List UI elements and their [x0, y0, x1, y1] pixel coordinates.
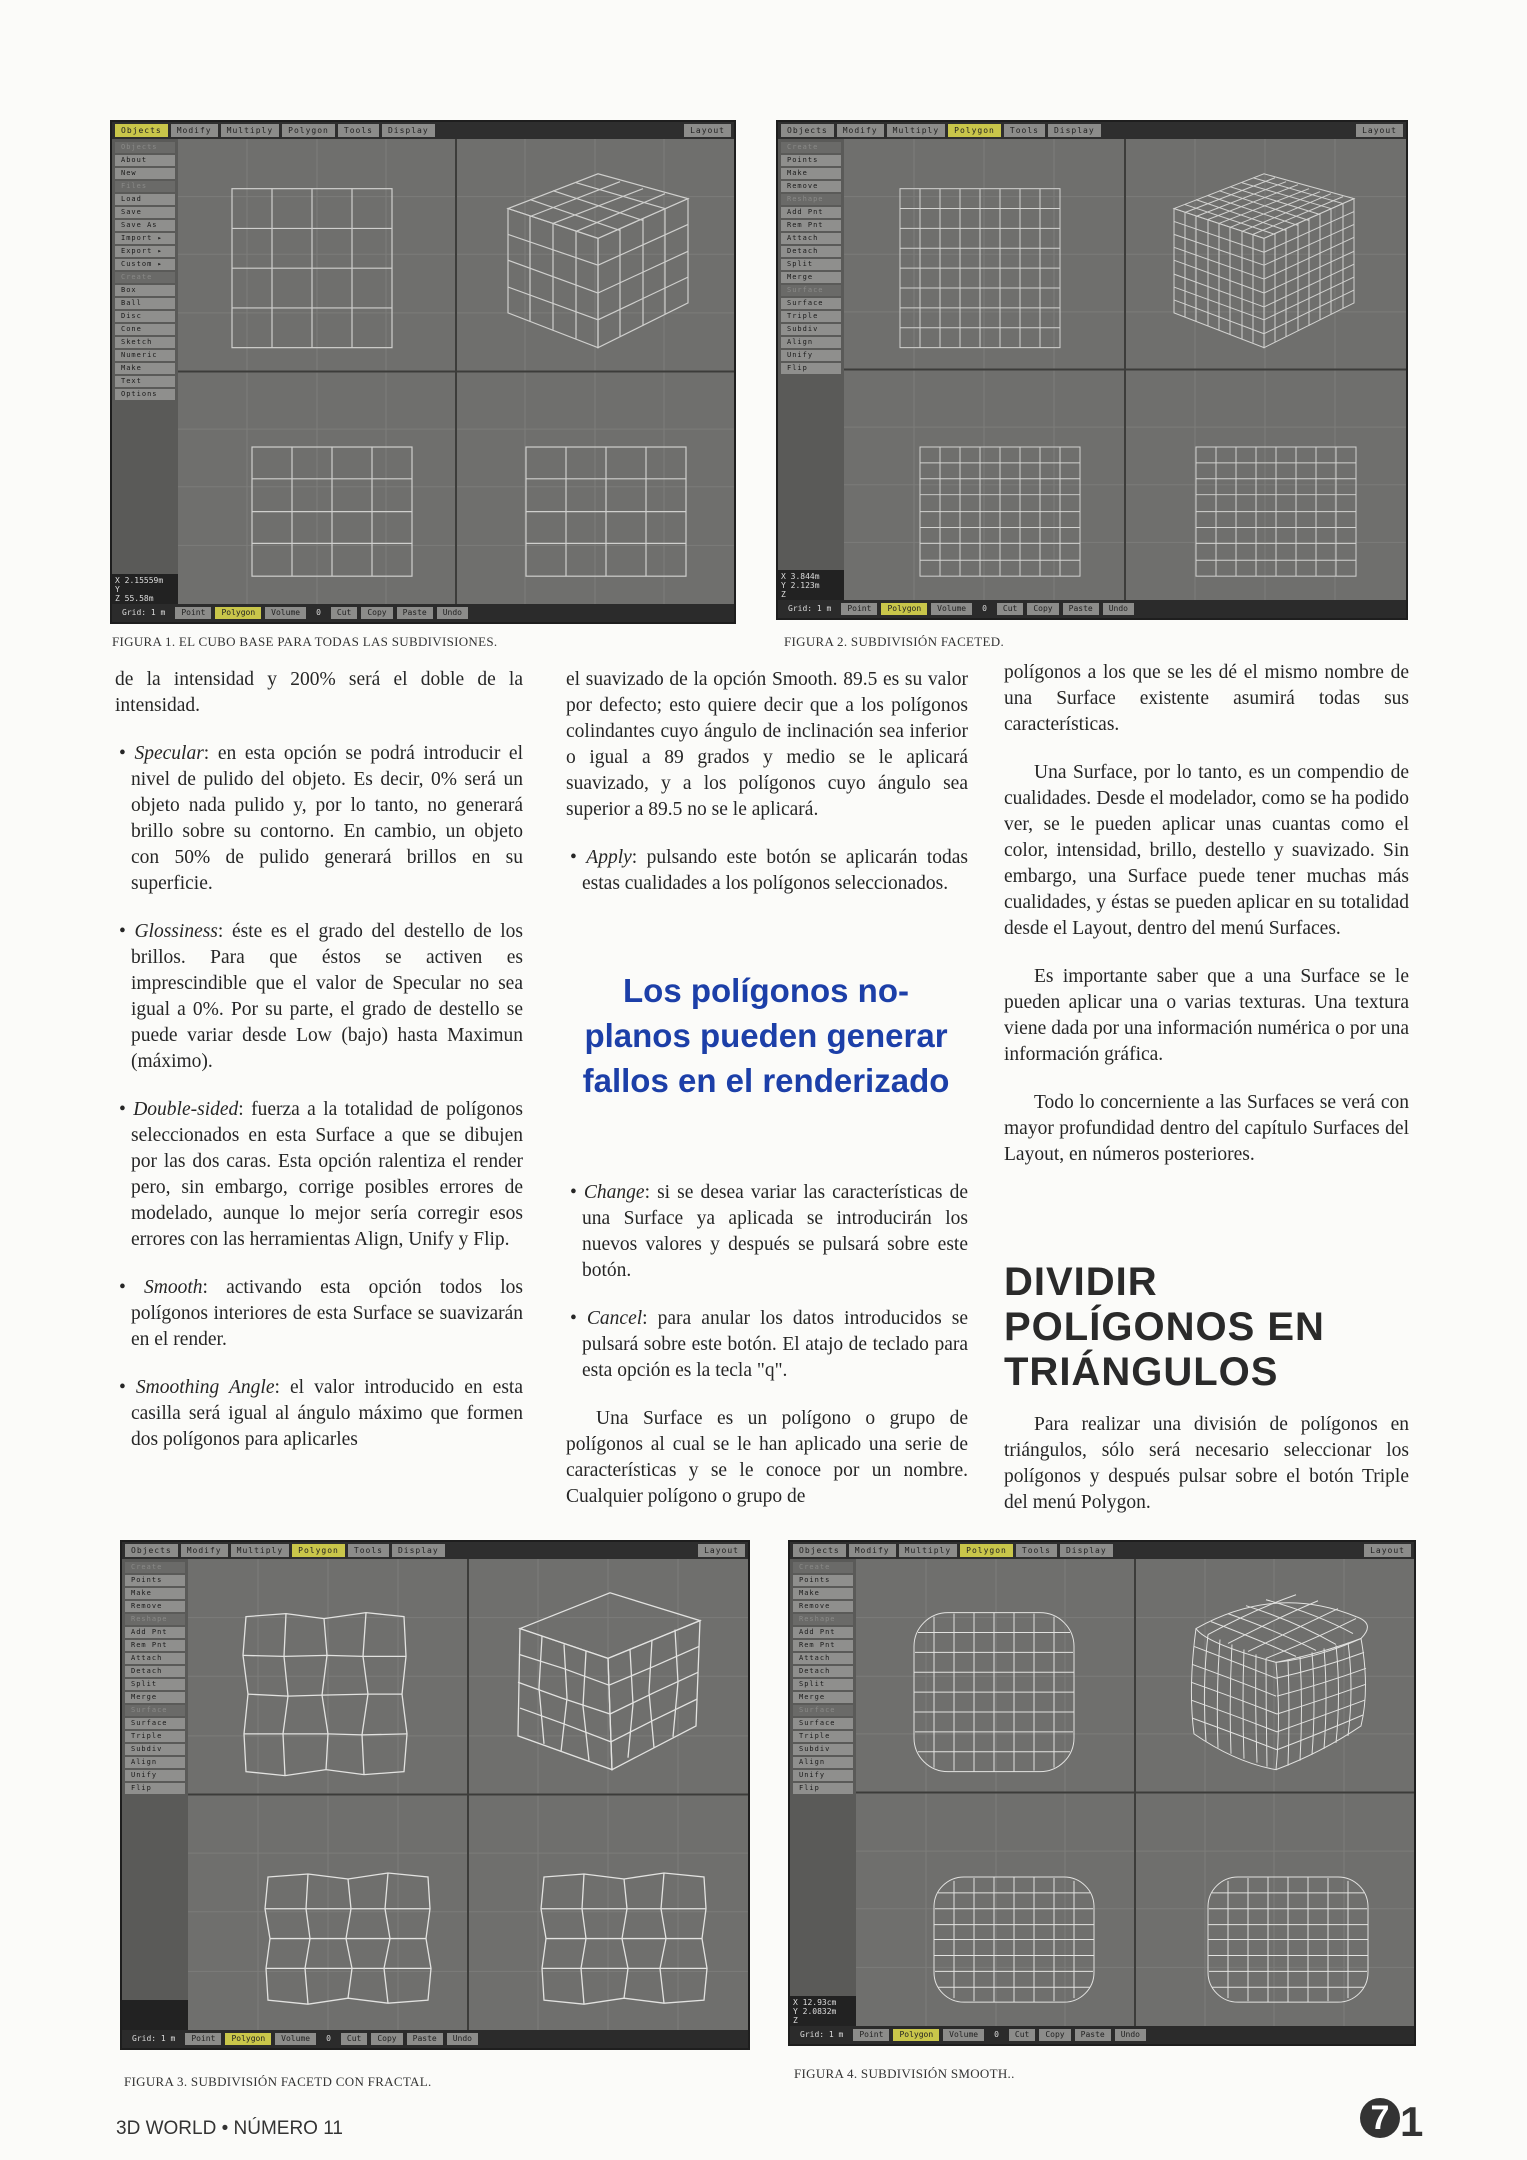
menu-modify[interactable]: Modify — [837, 124, 884, 137]
menu-bar — [112, 122, 734, 139]
polygon-mode-button[interactable]: Polygon — [215, 607, 261, 619]
term: Cancel — [586, 1308, 643, 1329]
menu-objects[interactable]: Objects — [125, 1544, 178, 1557]
viewport-grid-svg — [188, 1559, 748, 2030]
coordinate-readout — [778, 570, 844, 600]
side-button[interactable]: Load — [115, 194, 175, 205]
magazine-footer: 3D WORLD • NÚMERO 11 — [116, 2118, 343, 2139]
volume-mode-button[interactable]: Volume — [943, 2029, 984, 2041]
text-column-3 — [1004, 660, 1409, 1190]
figure-1-caption: FIGURA 1. EL CUBO BASE PARA TODAS LAS SUBDIVISIONES. — [112, 634, 498, 649]
side-button[interactable]: Add Pnt — [125, 1627, 185, 1638]
menu-modify[interactable]: Modify — [849, 1544, 896, 1557]
side-button[interactable]: Detach — [781, 246, 841, 257]
point-mode-button[interactable]: Point — [185, 2033, 221, 2045]
coord-x: X 3.844m — [781, 572, 820, 581]
volume-mode-button[interactable]: Volume — [265, 607, 306, 619]
menu-polygon[interactable]: Polygon — [948, 124, 1001, 137]
selection-count: 0 — [316, 608, 321, 617]
point-mode-button[interactable]: Point — [175, 607, 211, 619]
text-column-3-lower — [1004, 1412, 1409, 1538]
bullet-smooth: • Smooth: activando esta opción todos los polígonos interiores de esta Surface se suavizarán en el render. — [119, 1277, 524, 1350]
side-button[interactable]: Detach — [793, 1666, 853, 1677]
paragraph: polígonos a los que se les dé el mismo nombre de una Surface existente asumirá todas sus características. — [1004, 662, 1409, 735]
side-button[interactable]: Split — [793, 1679, 853, 1690]
menu-display[interactable]: Display — [382, 124, 435, 137]
figure-3-screenshot — [120, 1540, 750, 2050]
coord-y: Y — [115, 585, 120, 594]
text-column-1 — [115, 667, 523, 1475]
menu-multiply[interactable]: Multiply — [221, 124, 280, 137]
side-header: Reshape — [781, 194, 841, 205]
bullet-cancel: • Cancel: para anular los datos introducidos se pulsará sobre este botón. El atajo de teclado para esta opción es la tecla "q". — [570, 1308, 968, 1381]
bullet-text: : fuerza a la totalidad de polígonos seleccionados en esta Surface a que se dibujen por las dos caras. Esta opción ralentiza el render pero, sin embargo, corrige posibles errores de modelado, aunque lo mejor sería corregir esos errores con las herramientas Align, Unify y Flip. — [131, 1099, 523, 1250]
bullet-smoothing-angle: • Smoothing Angle: el valor introducido en esta casilla será igual al ángulo máximo que formen dos polígonos para aplicarles — [119, 1377, 523, 1450]
side-button[interactable]: Surface — [125, 1718, 185, 1729]
figure-3-caption: FIGURA 3. SUBDIVISIÓN FACETD CON FRACTAL. — [124, 2074, 432, 2089]
menu-modify[interactable]: Modify — [181, 1544, 228, 1557]
side-header: Surface — [781, 285, 841, 296]
term: Change — [583, 1182, 645, 1203]
menu-objects[interactable]: Objects — [781, 124, 834, 137]
coord-x: X 2.15559m — [115, 576, 164, 585]
menu-bar — [790, 1542, 1414, 1559]
term: Smooth — [144, 1277, 203, 1298]
bullet-text: : si se desea variar las características de una Surface ya aplicada se introducirán los nuevos valores y después se pulsará sobre este botón. — [582, 1182, 968, 1281]
side-button[interactable]: Unify — [781, 350, 841, 361]
bullet-double-sided: • Double-sided: fuerza a la totalidad de polígonos seleccionados en esta Surface a que se dibujen por las dos caras. Esta opción ralentiza el render pero, sin embargo, corrige posibles errores de modelado, aunque lo mejor sería corregir esos errores con las herramientas Align, Unify y Flip. — [119, 1099, 523, 1250]
side-button[interactable]: Cone — [115, 324, 175, 335]
side-button[interactable]: Rem Pnt — [125, 1640, 185, 1651]
text-column-2-lower — [566, 1180, 968, 1532]
paragraph: Para realizar una división de polígonos en triángulos, sólo será necesario seleccionar los polígonos y después pulsar sobre el botón Triple del menú Polygon. — [1004, 1414, 1409, 1513]
side-button[interactable]: Save As — [115, 220, 175, 231]
side-button[interactable]: Ball — [115, 298, 175, 309]
side-button[interactable]: Merge — [125, 1692, 185, 1703]
menu-multiply[interactable]: Multiply — [887, 124, 946, 137]
figure-2-caption: FIGURA 2. SUBDIVISIÓN FACETED. — [784, 634, 1005, 649]
menu-bar — [778, 122, 1406, 139]
selection-count: 0 — [994, 2030, 999, 2039]
side-button[interactable]: Sketch — [115, 337, 175, 348]
side-button[interactable]: Unify — [793, 1770, 853, 1781]
side-button[interactable]: Triple — [793, 1731, 853, 1742]
side-button[interactable]: Align — [781, 337, 841, 348]
term: Double-sided — [133, 1099, 239, 1120]
side-button[interactable]: Numeric — [115, 350, 175, 361]
paragraph: Todo lo concerniente a las Surfaces se verá con mayor profundidad dentro del capítulo Surfaces del Layout, en números posteriores. — [1004, 1092, 1409, 1165]
side-button[interactable]: Detach — [125, 1666, 185, 1677]
bullet-text: : el valor introducido en esta casilla será igual al ángulo máximo que formen dos polígonos para aplicarles — [131, 1377, 523, 1450]
volume-mode-button[interactable]: Volume — [931, 603, 972, 615]
menu-objects[interactable]: Objects — [793, 1544, 846, 1557]
coordinate-readout — [112, 574, 178, 604]
side-header: Create — [115, 272, 175, 283]
side-button[interactable]: Merge — [781, 272, 841, 283]
side-button[interactable]: Add Pnt — [793, 1627, 853, 1638]
point-mode-button[interactable]: Point — [841, 603, 877, 615]
bullet-text: : pulsando este botón se aplicarán todas estas cualidades a los polígonos seleccionados. — [582, 847, 968, 894]
paste-button[interactable]: Paste — [1063, 603, 1099, 615]
side-header: Create — [125, 1562, 185, 1573]
point-mode-button[interactable]: Point — [853, 2029, 889, 2041]
menu-multiply[interactable]: Multiply — [231, 1544, 290, 1557]
side-button[interactable]: Rem Pnt — [781, 220, 841, 231]
side-button[interactable]: Make — [781, 168, 841, 179]
bullet-apply: • Apply: pulsando este botón se aplicarán todas estas cualidades a los polígonos seleccionados. — [570, 847, 968, 894]
menu-tools[interactable]: Tools — [1004, 124, 1045, 137]
menu-tools[interactable]: Tools — [338, 124, 379, 137]
side-button[interactable]: Triple — [781, 311, 841, 322]
grid-size: Grid: 1 m — [122, 608, 166, 617]
side-button[interactable]: Align — [125, 1757, 185, 1768]
paragraph: Es importante saber que a una Surface se le pueden aplicar una o varias texturas. Una textura viene dada por una información numérica o por una información gráfica. — [1004, 966, 1409, 1065]
copy-button[interactable]: Copy — [371, 2033, 402, 2045]
side-button[interactable]: Make — [125, 1588, 185, 1599]
paragraph: Una Surface, por lo tanto, es un compendio de cualidades. Desde el modelador, como se ha podido ver, se le pueden aplicar unas cuantas como el color, intensidad, brillo, destello y suavizado. Sin embargo, una Surface puede tener muchas más cualidades, y éstas se pueden aplicar en su totalidad desde el Layout, dentro del menú Surfaces. — [1004, 762, 1409, 939]
side-button[interactable]: Save — [115, 207, 175, 218]
side-header: Create — [793, 1562, 853, 1573]
undo-button[interactable]: Undo — [447, 2033, 478, 2045]
side-button[interactable]: Disc — [115, 311, 175, 322]
side-button[interactable]: Triple — [125, 1731, 185, 1742]
side-button[interactable]: Add Pnt — [781, 207, 841, 218]
polygon-mode-button[interactable]: Polygon — [225, 2033, 271, 2045]
page-number-digit: 1 — [1400, 2098, 1424, 2145]
side-button[interactable]: Make — [793, 1588, 853, 1599]
side-header: Files — [115, 181, 175, 192]
side-button[interactable]: Flip — [793, 1783, 853, 1794]
selection-count: 0 — [326, 2034, 331, 2043]
cut-button[interactable]: Cut — [331, 607, 357, 619]
coordinate-readout — [790, 1996, 856, 2026]
coord-z: Z 55.58m — [115, 594, 154, 603]
side-header: Reshape — [793, 1614, 853, 1625]
term: Glossiness — [134, 921, 218, 942]
side-button[interactable]: About — [115, 155, 175, 166]
side-header: Reshape — [125, 1614, 185, 1625]
side-button[interactable]: Align — [793, 1757, 853, 1768]
side-button[interactable]: Rem Pnt — [793, 1640, 853, 1651]
bullet-text: : éste es el grado del destello de los brillos. Para que éstos se activen es imprescindible que el valor de Specular no sea igual a 0%. Por su parte, el grado de destello se puede variar desde Low (bajo) hasta Maximun (máximo). — [131, 921, 524, 1072]
figure-4-caption: FIGURA 4. SUBDIVISIÓN SMOOTH.. — [794, 2066, 1015, 2081]
bullet-specular: • Specular: en esta opción se podrá introducir el nivel de pulido del objeto. Es decir, 0% será un objeto nada pulido y, por lo tanto, no generará brillo sobre su contorno. En cambio, un objeto con 50% de pulido generará brillos en su superficie. — [119, 743, 524, 894]
status-bar — [112, 604, 734, 622]
side-button[interactable]: Text — [115, 376, 175, 387]
menu-layout[interactable]: Layout — [698, 1544, 745, 1557]
side-header: Surface — [125, 1705, 185, 1716]
section-heading: DIVIDIR POLÍGONOS EN TRIÁNGULOS — [1004, 1260, 1325, 1394]
tool-sidebar — [790, 1559, 856, 2026]
figure-1-screenshot — [110, 120, 736, 624]
menu-display[interactable]: Display — [1060, 1544, 1113, 1557]
menu-objects[interactable]: Objects — [115, 124, 168, 137]
viewport-grid-svg — [856, 1559, 1414, 2026]
side-button[interactable]: Points — [125, 1575, 185, 1586]
side-button[interactable]: Unify — [125, 1770, 185, 1781]
side-button[interactable]: Remove — [793, 1601, 853, 1612]
tool-sidebar — [112, 139, 178, 604]
bullet-glossiness: • Glossiness: éste es el grado del destello de los brillos. Para que éstos se activen es imprescindible que el valor de Specular no sea igual a 0%. Por su parte, el grado de destello se puede variar desde Low (bajo) hasta Maximun (máximo). — [119, 921, 524, 1072]
menu-display[interactable]: Display — [1048, 124, 1101, 137]
side-header: Create — [781, 142, 841, 153]
side-button[interactable]: Surface — [781, 298, 841, 309]
menu-tools[interactable]: Tools — [348, 1544, 389, 1557]
undo-button[interactable]: Undo — [437, 607, 468, 619]
paste-button[interactable]: Paste — [407, 2033, 443, 2045]
side-button[interactable]: Make — [115, 363, 175, 374]
copy-button[interactable]: Copy — [1027, 603, 1058, 615]
paragraph: Una Surface es un polígono o grupo de polígonos al cual se le han aplicado una serie de características y se le conoce por un nombre. Cualquier polígono o grupo de — [566, 1408, 968, 1507]
page-number — [1360, 2098, 1423, 2146]
viewports[interactable] — [178, 139, 734, 604]
bullet-change: • Change: si se desea variar las características de una Surface ya aplicada se introducirán los nuevos valores y después se pulsará sobre este botón. — [570, 1182, 968, 1281]
bullet-text: : activando esta opción todos los polígonos interiores de esta Surface se suavizarán en el render. — [131, 1277, 524, 1350]
polygon-mode-button[interactable]: Polygon — [881, 603, 927, 615]
figure-4-screenshot — [788, 1540, 1416, 2046]
cut-button[interactable]: Cut — [997, 603, 1023, 615]
menu-polygon[interactable]: Polygon — [282, 124, 335, 137]
tool-sidebar — [778, 139, 844, 600]
coord-x: X 12.93cm — [793, 1998, 837, 2007]
selection-count: 0 — [982, 604, 987, 613]
polygon-mode-button[interactable]: Polygon — [893, 2029, 939, 2041]
side-button[interactable]: Subdiv — [781, 324, 841, 335]
side-button[interactable]: Import ▸ — [115, 233, 175, 244]
side-button[interactable]: Attach — [793, 1653, 853, 1664]
menu-polygon[interactable]: Polygon — [960, 1544, 1013, 1557]
paragraph: el suavizado de la opción Smooth. 89.5 es su valor por defecto; esto quiere decir que a los polígonos colindantes cuyo ángulo de inclinación sea inferior o igual a 89 grados y medio se le aplicará suavizado, y a los polígonos cuyo ángulo sea superior a 89.5 no se le aplicará. — [566, 669, 968, 820]
side-button[interactable]: Box — [115, 285, 175, 296]
undo-button[interactable]: Undo — [1103, 603, 1134, 615]
side-button[interactable]: Options — [115, 389, 175, 400]
term: Smoothing Angle — [135, 1377, 275, 1398]
side-button[interactable]: Flip — [781, 363, 841, 374]
cut-button[interactable]: Cut — [341, 2033, 367, 2045]
side-button[interactable]: Surface — [793, 1718, 853, 1729]
coord-z: Z — [793, 2016, 798, 2025]
menu-layout[interactable]: Layout — [1356, 124, 1403, 137]
pull-quote: Los polígonos no-planos pueden generar fallos en el renderizado — [582, 972, 950, 1099]
menu-layout[interactable]: Layout — [1364, 1544, 1411, 1557]
side-button[interactable]: Flip — [125, 1783, 185, 1794]
side-header: Surface — [793, 1705, 853, 1716]
side-button[interactable]: Merge — [793, 1692, 853, 1703]
grid-size: Grid: 1 m — [800, 2030, 844, 2039]
page-number-badge: 7 — [1360, 2098, 1400, 2138]
menu-bar — [122, 1542, 748, 1559]
coordinate-readout — [122, 2000, 188, 2030]
menu-tools[interactable]: Tools — [1016, 1544, 1057, 1557]
side-button[interactable]: Split — [125, 1679, 185, 1690]
paragraph: de la intensidad y 200% será el doble de la intensidad. — [115, 669, 523, 716]
side-button[interactable]: Attach — [125, 1653, 185, 1664]
side-button[interactable]: Attach — [781, 233, 841, 244]
paste-button[interactable]: Paste — [1075, 2029, 1111, 2041]
side-button[interactable]: Remove — [781, 181, 841, 192]
viewport-grid-svg — [844, 139, 1406, 600]
bullet-text: : en esta opción se podrá introducir el nivel de pulido del objeto. Es decir, 0% será un objeto nada pulido y, por lo tanto, no generará brillo sobre su contorno. En cambio, un objeto con 50% de pulido generará brillos en su superficie. — [131, 743, 524, 894]
menu-layout[interactable]: Layout — [684, 124, 731, 137]
viewports[interactable] — [856, 1559, 1414, 2026]
grid-size: Grid: 1 m — [132, 2034, 176, 2043]
undo-button[interactable]: Undo — [1115, 2029, 1146, 2041]
menu-multiply[interactable]: Multiply — [899, 1544, 958, 1557]
grid-size: Grid: 1 m — [788, 604, 832, 613]
coord-y: Y 2.0832m — [793, 2007, 837, 2016]
copy-button[interactable]: Copy — [1039, 2029, 1070, 2041]
side-button[interactable]: Remove — [125, 1601, 185, 1612]
copy-button[interactable]: Copy — [361, 607, 392, 619]
bullet-text: : para anular los datos introducidos se pulsará sobre este botón. El atajo de teclado para esta opción es la tecla "q". — [582, 1308, 968, 1381]
term: Specular — [134, 743, 204, 764]
side-button[interactable]: Subdiv — [793, 1744, 853, 1755]
tool-sidebar — [122, 1559, 188, 2030]
cut-button[interactable]: Cut — [1009, 2029, 1035, 2041]
coord-y: Y 2.123m — [781, 581, 820, 590]
viewports[interactable] — [844, 139, 1406, 600]
side-button[interactable]: Points — [793, 1575, 853, 1586]
term: Apply — [586, 847, 632, 868]
side-header: Objects — [115, 142, 175, 153]
viewports[interactable] — [188, 1559, 748, 2030]
menu-display[interactable]: Display — [392, 1544, 445, 1557]
status-bar — [122, 2030, 748, 2048]
side-button[interactable]: Points — [781, 155, 841, 166]
status-bar — [778, 600, 1406, 618]
menu-modify[interactable]: Modify — [171, 124, 218, 137]
side-button[interactable]: Export ▸ — [115, 246, 175, 257]
figure-2-screenshot — [776, 120, 1408, 620]
paste-button[interactable]: Paste — [397, 607, 433, 619]
side-button[interactable]: New — [115, 168, 175, 179]
side-button[interactable]: Subdiv — [125, 1744, 185, 1755]
side-button[interactable]: Custom ▸ — [115, 259, 175, 270]
side-button[interactable]: Split — [781, 259, 841, 270]
status-bar — [790, 2026, 1414, 2044]
volume-mode-button[interactable]: Volume — [275, 2033, 316, 2045]
text-column-2 — [566, 667, 968, 919]
coord-z: Z — [781, 590, 786, 599]
viewport-grid-svg — [178, 139, 734, 604]
menu-polygon[interactable]: Polygon — [292, 1544, 345, 1557]
